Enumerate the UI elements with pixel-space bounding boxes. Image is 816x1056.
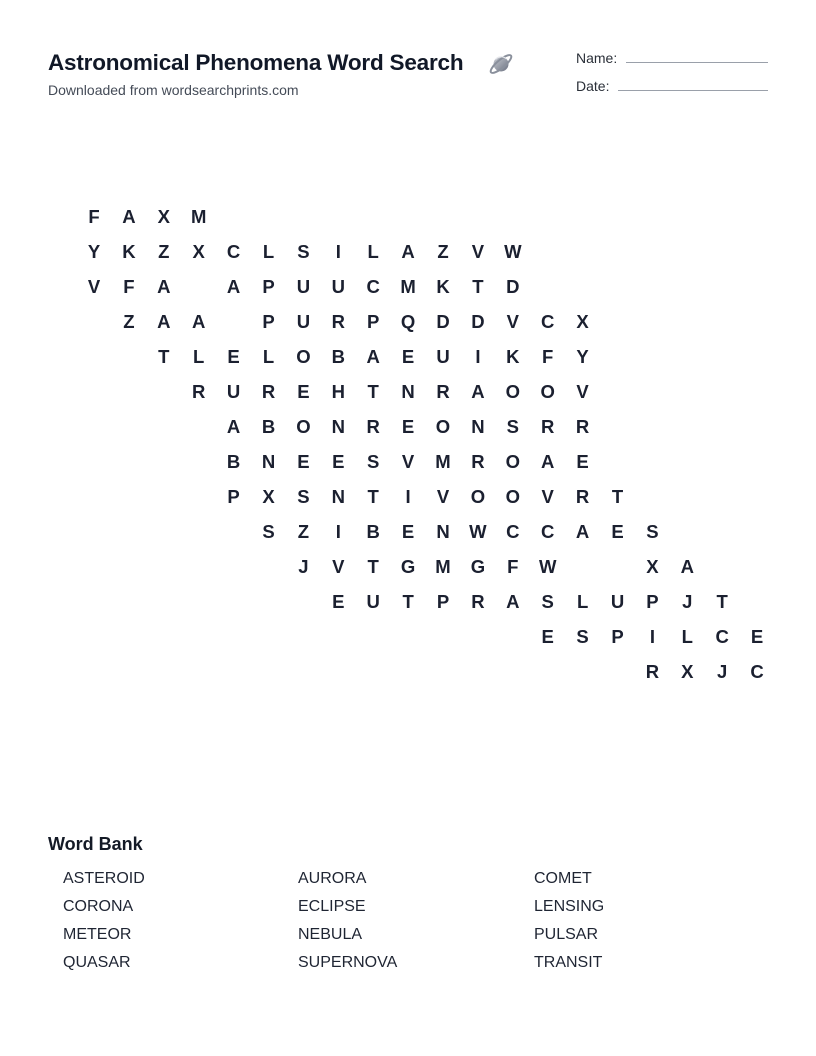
grid-cell[interactable]: A (226, 416, 241, 437)
grid-cell[interactable]: T (367, 486, 379, 507)
grid-cell[interactable]: E (297, 451, 310, 472)
grid-cell[interactable]: P (262, 311, 275, 332)
grid-cell[interactable]: N (436, 521, 450, 542)
grid-cell[interactable]: R (331, 311, 345, 332)
grid-cell[interactable]: P (262, 276, 275, 297)
grid-cell[interactable]: N (401, 381, 415, 402)
grid-cell[interactable]: J (682, 591, 693, 612)
grid-cell[interactable]: O (540, 381, 555, 402)
word-bank-item: ECLIPSE (298, 898, 366, 915)
grid-cell[interactable]: J (298, 556, 309, 577)
grid-cell[interactable]: V (541, 486, 554, 507)
grid-cell[interactable]: T (367, 381, 379, 402)
grid-cell[interactable]: E (401, 346, 415, 367)
grid-cell[interactable]: X (681, 661, 694, 682)
grid-cell[interactable]: L (576, 591, 589, 612)
grid-cell[interactable]: I (335, 241, 341, 262)
grid-cell[interactable]: S (576, 626, 589, 647)
grid-cell[interactable]: I (335, 521, 341, 542)
grid-cell[interactable]: P (611, 626, 624, 647)
grid-cell[interactable]: J (717, 661, 728, 682)
grid-cell[interactable]: E (297, 381, 310, 402)
grid-cell[interactable]: Z (437, 241, 449, 262)
grid-cell[interactable]: N (261, 451, 276, 472)
grid-cell[interactable]: U (226, 381, 241, 402)
grid-cell[interactable]: M (435, 556, 451, 577)
grid-cell[interactable]: A (157, 276, 171, 297)
subtitle: Downloaded from wordsearchprints.com (48, 82, 299, 98)
grid-cell[interactable]: X (192, 241, 205, 262)
grid-cell[interactable]: L (681, 626, 693, 647)
grid-cell[interactable]: W (469, 521, 487, 542)
grid-cell[interactable]: T (611, 486, 624, 507)
grid-cell[interactable]: P (367, 311, 380, 332)
grid-cell[interactable]: X (157, 206, 170, 227)
grid-cell[interactable]: X (646, 556, 659, 577)
grid-cell[interactable]: C (506, 521, 520, 542)
grid-cell[interactable]: C (541, 311, 555, 332)
grid-cell[interactable]: Z (297, 521, 310, 542)
grid-cell[interactable]: B (226, 451, 241, 472)
grid-cell[interactable]: M (190, 206, 207, 227)
grid-cell[interactable]: U (610, 591, 625, 612)
grid-cell[interactable]: T (367, 556, 379, 577)
grid-cell[interactable]: R (471, 591, 485, 612)
grid-cell[interactable]: E (576, 451, 589, 472)
grid-cell[interactable]: A (157, 311, 171, 332)
grid-cell[interactable]: O (505, 381, 520, 402)
grid-cell[interactable]: P (436, 591, 450, 612)
grid-cell[interactable]: K (436, 276, 450, 297)
grid-cell[interactable]: W (504, 241, 522, 262)
grid-cell[interactable]: U (436, 346, 450, 367)
grid-cell[interactable]: C (750, 661, 764, 682)
grid-cell[interactable]: R (575, 486, 590, 507)
grid-cell[interactable]: X (576, 311, 589, 332)
grid-cell[interactable]: M (435, 451, 451, 472)
grid-cell[interactable]: R (471, 451, 485, 472)
name-label: Name: (576, 50, 618, 66)
word-bank-item: LENSING (534, 898, 605, 915)
word-bank-item: QUASAR (63, 954, 131, 971)
grid-cell[interactable]: H (331, 381, 345, 402)
grid-cell[interactable]: M (400, 276, 416, 297)
grid-cell[interactable]: A (471, 381, 485, 402)
grid-cell[interactable]: B (366, 521, 380, 542)
grid-cell[interactable]: I (475, 346, 481, 367)
grid-cell[interactable]: F (88, 206, 100, 227)
grid-cell[interactable]: E (332, 451, 345, 472)
grid-cell[interactable]: C (226, 241, 241, 262)
grid-cell[interactable]: P (646, 591, 659, 612)
grid-cell[interactable]: A (122, 206, 136, 227)
word-bank-item: METEOR (63, 926, 132, 943)
grid-cell[interactable]: E (332, 591, 345, 612)
word-bank-item: COMET (534, 870, 592, 887)
word-bank-item: PULSAR (534, 926, 599, 943)
grid-cell[interactable]: C (541, 521, 555, 542)
grid-cell[interactable]: D (506, 276, 520, 297)
grid-cell[interactable]: D (471, 311, 485, 332)
grid-cell[interactable]: V (471, 241, 485, 262)
grid-cell[interactable]: R (541, 416, 555, 437)
grid-cell[interactable]: L (262, 346, 275, 367)
title: Astronomical Phenomena Word Search (48, 50, 464, 75)
grid-cell[interactable]: N (331, 416, 345, 437)
grid-cell[interactable]: A (680, 556, 694, 577)
grid-cell[interactable]: C (366, 276, 380, 297)
grid-cell[interactable]: V (401, 451, 415, 472)
grid-cell[interactable]: L (262, 241, 275, 262)
grid-cell[interactable]: Z (158, 241, 170, 262)
grid-cell[interactable]: V (332, 556, 345, 577)
grid-cell[interactable]: I (405, 486, 411, 507)
grid-cell[interactable]: R (645, 661, 660, 682)
grid-cell[interactable]: R (436, 381, 450, 402)
grid-cell[interactable]: O (470, 486, 486, 507)
grid-cell[interactable]: E (750, 626, 764, 647)
grid-cell[interactable]: K (122, 241, 136, 262)
grid-cell[interactable]: Y (576, 346, 589, 367)
grid-cell[interactable]: V (436, 486, 450, 507)
grid-cell[interactable]: T (158, 346, 170, 367)
grid-cell[interactable]: S (541, 591, 554, 612)
grid-cell[interactable]: B (331, 346, 345, 367)
grid-cell[interactable]: G (470, 556, 486, 577)
grid-cell[interactable]: V (576, 381, 589, 402)
grid-cell[interactable]: A (401, 241, 415, 262)
grid-cell[interactable]: K (506, 346, 520, 367)
grid-cell[interactable]: L (367, 241, 379, 262)
grid-cell[interactable]: O (296, 416, 311, 437)
grid-cell[interactable]: V (506, 311, 519, 332)
grid-cell[interactable]: T (402, 591, 414, 612)
grid-cell[interactable]: I (649, 626, 655, 647)
grid-cell[interactable]: B (261, 416, 276, 437)
grid-cell[interactable]: O (505, 451, 520, 472)
date-label: Date: (576, 78, 610, 94)
grid-cell[interactable]: F (507, 556, 519, 577)
grid-cell[interactable]: E (401, 521, 415, 542)
grid-cell[interactable]: S (262, 521, 275, 542)
grid-cell[interactable]: S (297, 486, 310, 507)
word-bank-item: TRANSIT (534, 954, 603, 971)
grid-cell[interactable]: U (296, 311, 311, 332)
grid-cell[interactable]: T (716, 591, 728, 612)
grid-cell[interactable]: Z (123, 311, 135, 332)
grid-cell[interactable]: A (506, 591, 520, 612)
grid-cell[interactable]: Q (400, 311, 416, 332)
grid-cell[interactable]: S (506, 416, 519, 437)
word-bank-title: Word Bank (48, 834, 143, 854)
grid-cell[interactable]: X (262, 486, 275, 507)
grid-cell[interactable]: F (123, 276, 135, 297)
grid-cell[interactable]: U (296, 276, 311, 297)
grid-cell[interactable]: A (541, 451, 555, 472)
grid-cell[interactable]: F (542, 346, 554, 367)
grid-cell[interactable]: O (435, 416, 451, 437)
word-bank-item: ASTEROID (63, 870, 145, 887)
grid-cell[interactable]: T (472, 276, 484, 297)
grid-cell[interactable]: G (400, 556, 416, 577)
grid-cell[interactable]: C (715, 626, 729, 647)
grid-cell[interactable]: O (505, 486, 520, 507)
word-bank-item: NEBULA (298, 926, 363, 943)
grid-cell[interactable]: R (575, 416, 590, 437)
grid-cell[interactable]: U (331, 276, 345, 297)
grid-cell[interactable]: O (296, 346, 311, 367)
word-bank-item: CORONA (63, 898, 134, 915)
grid-cell[interactable]: R (366, 416, 380, 437)
grid-cell[interactable]: A (575, 521, 590, 542)
grid-cell[interactable]: N (331, 486, 345, 507)
grid-cell[interactable]: E (227, 346, 240, 367)
grid-cell[interactable]: L (193, 346, 205, 367)
grid-cell[interactable]: R (261, 381, 276, 402)
grid-cell[interactable]: U (366, 591, 380, 612)
grid-cell[interactable]: Y (87, 241, 101, 262)
grid-cell[interactable]: A (192, 311, 206, 332)
grid-cell[interactable]: S (297, 241, 310, 262)
grid-cell[interactable]: R (192, 381, 206, 402)
word-bank-item: AURORA (298, 870, 367, 887)
grid-cell[interactable]: E (541, 626, 554, 647)
word-bank-item: SUPERNOVA (298, 954, 398, 971)
grid-cell[interactable]: V (87, 276, 101, 297)
grid-cell[interactable]: S (646, 521, 659, 542)
grid-cell[interactable]: E (401, 416, 415, 437)
grid-cell[interactable]: A (226, 276, 241, 297)
grid-cell[interactable]: D (436, 311, 450, 332)
grid-cell[interactable]: N (471, 416, 485, 437)
grid-cell[interactable]: A (366, 346, 380, 367)
grid-cell[interactable]: S (367, 451, 380, 472)
grid-cell[interactable]: W (538, 556, 557, 577)
grid-cell[interactable]: P (227, 486, 240, 507)
grid-cell[interactable]: E (611, 521, 624, 542)
